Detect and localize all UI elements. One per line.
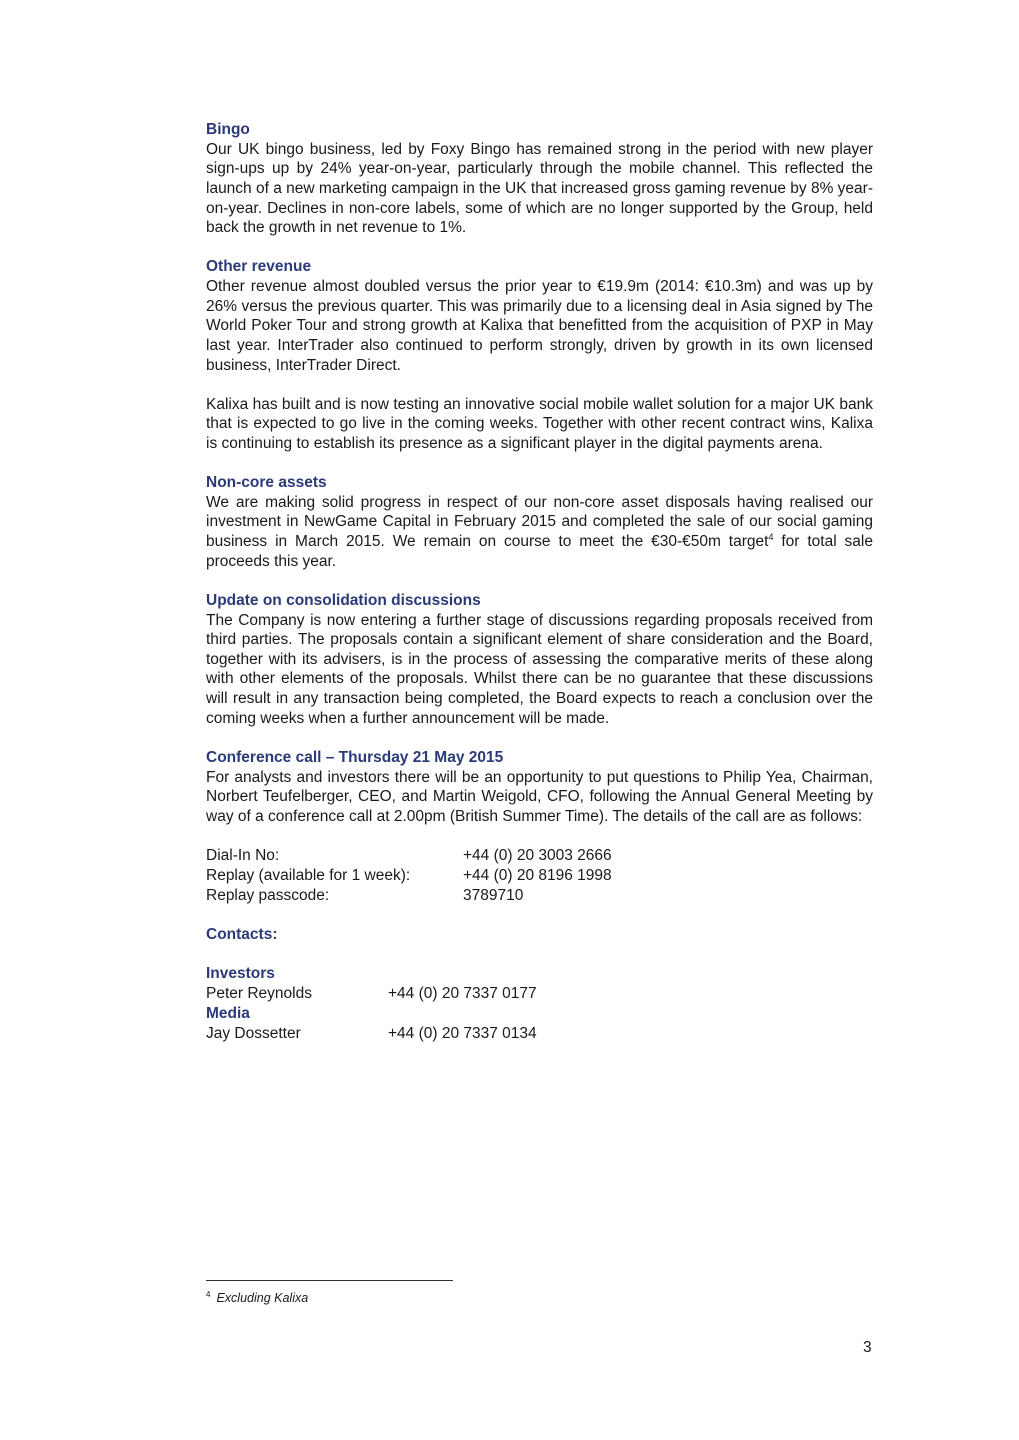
document-body [206, 120, 873, 1044]
section-bingo [206, 120, 873, 238]
heading-contacts: Contacts: [206, 925, 278, 943]
paragraph-other-revenue-1: Other revenue almost doubled versus the prior year to €19.9m (2014: €10.3m) and was up by 26% versus the previous quarter. This was primarily due to a licensing deal in Asia signed by The World Poker Tour and strong growth at Kalixa that benefitted from the acquisition of PXP in May last year. InterTrader also continued to perform strongly, driven by growth in its own licensed business, InterTrader Direct. [206, 278, 873, 374]
dial-row [206, 866, 873, 886]
heading-other-revenue: Other revenue [206, 258, 312, 276]
section-contacts [206, 925, 873, 1044]
section-non-core-assets [206, 473, 873, 571]
footnote-text: Excluding Kalixa [216, 1291, 309, 1305]
section-conference-call [206, 748, 873, 906]
heading-media: Media [206, 1004, 250, 1022]
contact-name: Jay Dossetter [206, 1024, 301, 1042]
dial-value: +44 (0) 20 8196 1998 [463, 866, 612, 884]
dial-row [206, 886, 873, 906]
dial-label: Replay (available for 1 week): [206, 866, 411, 884]
footnote-reference: 4 [768, 531, 774, 542]
section-other-revenue [206, 257, 873, 453]
contact-phone: +44 (0) 20 7337 0177 [388, 985, 537, 1003]
contact-phone: +44 (0) 20 7337 0134 [388, 1024, 537, 1042]
dial-in-table [206, 846, 873, 905]
paragraph-bingo: Our UK bingo business, led by Foxy Bingo has remained strong in the period with new player sign-ups up by 24% year-on-year, particularly through the mobile channel. This reflected the launch of a new marketing campaign in the UK that increased gross gaming revenue by 8% year-on-year. Declines in non-core labels, some of which are no longer supported by the Group, held back the growth in net revenue to 1%. [206, 140, 873, 237]
paragraph-other-revenue-2: Kalixa has built and is now testing an innovative social mobile wallet solution for a major UK bank that is expected to go live in the coming weeks. Together with other recent contract wins, Kalixa is continuing to establish its presence as a significant player in the digital payments arena. [206, 395, 873, 452]
heading-non-core-assets: Non-core assets [206, 474, 327, 492]
heading-conference-call: Conference call – Thursday 21 May 2015 [206, 748, 504, 766]
dial-label: Dial-In No: [206, 846, 280, 864]
footnote-divider [206, 1280, 453, 1281]
contact-name: Peter Reynolds [206, 985, 312, 1003]
dial-value: +44 (0) 20 3003 2666 [463, 846, 612, 864]
dial-label: Replay passcode: [206, 886, 330, 904]
paragraph-non-core-assets [206, 493, 873, 571]
non-core-text-before: We are making solid progress in respect of our non-core asset disposals having realised our investment in NewGame Capital in February 2015 and completed the sale of our social gaming business in March 2015. We remain on course to meet the €30-€50m target [206, 493, 873, 551]
heading-bingo: Bingo [206, 121, 250, 138]
non-core-text-after: for total sale proceeds this year. [206, 533, 873, 570]
section-consolidation [206, 591, 873, 728]
page-number: 3 [863, 1339, 872, 1356]
contact-row-investor [206, 984, 873, 1004]
heading-consolidation: Update on consolidation discussions [206, 591, 481, 609]
contact-row-media [206, 1024, 873, 1044]
dial-value: 3789710 [463, 886, 524, 904]
heading-investors: Investors [206, 965, 275, 983]
paragraph-conference-call: For analysts and investors there will be an opportunity to put questions to Philip Yea, Chairman, Norbert Teufelberger, CEO, and Martin Weigold, CFO, following the Annual General Meeting by way of a conference call at 2.00pm (British Summer Time). The details of the call are as follows: [206, 768, 873, 825]
paragraph-consolidation: The Company is now entering a further stage of discussions regarding proposals received from third parties. The proposals contain a significant element of share consideration and the Board, together with its advisers, is in the process of assessing the comparative merits of these along with other elements of the proposals. Whilst there can be no guarantee that these discussions will result in any transaction being completed, the Board expects to reach a conclusion over the coming weeks when a further announcement will be made. [206, 611, 873, 727]
footnote-number: 4 [206, 1289, 211, 1299]
footnote [206, 1291, 308, 1305]
dial-row [206, 846, 873, 866]
